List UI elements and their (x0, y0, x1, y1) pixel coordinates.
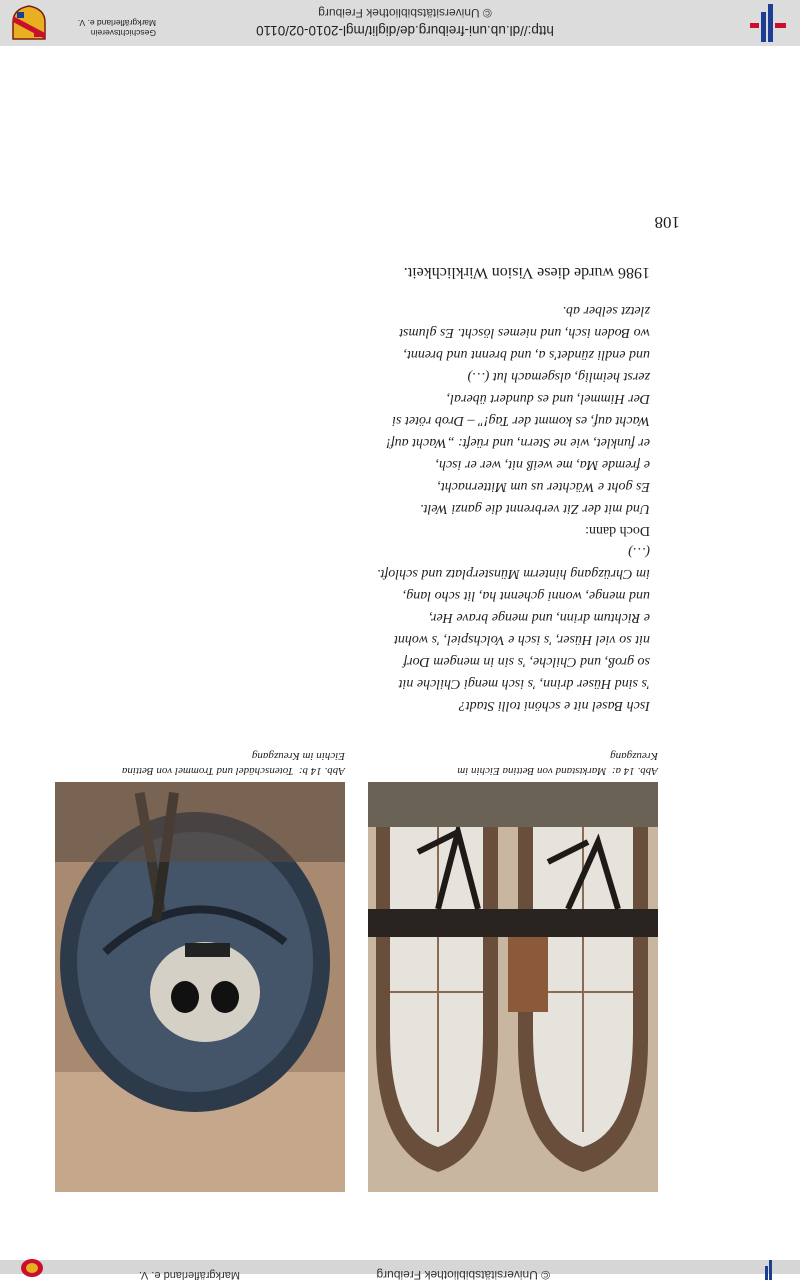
association-name: Geschichtsverein (90, 28, 156, 38)
scanned-page (0, 46, 800, 1260)
verse2-line-10: zletzt selber ab. (562, 303, 650, 318)
document-url-link[interactable]: http://dl.ub.uni-freiburg.de/diglit/mgl-2010-02/0110 (256, 23, 554, 38)
verse-line-2: 's sind Hüser drinn, 's isch mengi Chilche nit (398, 676, 650, 691)
verse-line-4: nit so viel Hüser, 's isch e Volchspiel, 's wohnt (393, 632, 650, 647)
verse2-line-8: und endli zündet's a, und brennt und brennt, (403, 347, 650, 362)
verse2-line-7: zerst heimlig, alsgemach lut (…) (467, 369, 650, 384)
doch-dann-line: Doch dann: (585, 523, 650, 538)
photo-cloister-market-stand (368, 782, 658, 1192)
viewer-header-bar (0, 0, 800, 46)
verse2-line-4: er funklet, wie ne Stern, und rüeft: „Wacht auf! (386, 435, 650, 450)
photo-skull-drum (55, 782, 345, 1192)
verse-line-3: so groß, und Chilche, 's sin in mengem Dorf (403, 654, 650, 669)
verse-line-7: im Chrüzgang hinterm Münsterplatz und schloft. (376, 566, 650, 581)
caption-b-label: Abb. 14 b: (298, 765, 345, 777)
closing-sentence: 1986 wurde diese Vision Wirklichkeit. (403, 264, 650, 281)
verse-line-6: und menge, wonni gchennt ha, lit scho lang, (402, 588, 650, 603)
copyright-text: © Universitätsbibliothek Freiburg (318, 6, 492, 20)
caption-b-text: Totenschädel und Trommel von Bettina (121, 765, 294, 777)
verse-line-1: Isch Basel nit e schöni tolli Stadt? (458, 698, 650, 713)
verse2-line-1: Und mit der Zit verbrennt die ganzi Welt. (420, 501, 650, 516)
verse-line-5: e Richtum drinn, und menge brave Her, (429, 610, 650, 625)
verse2-line-3: e fremde Ma, me weiß nit, wer er isch, (435, 457, 650, 472)
verse2-line-6: Der Himmel, und es dundert überal, (446, 391, 650, 406)
university-library-logo-icon[interactable] (748, 2, 790, 44)
caption-a-text: Marktstand von Bettina Eichin im (457, 765, 607, 777)
verse-line-8: (…) (628, 544, 650, 559)
coat-of-arms-icon (10, 4, 48, 42)
verse2-line-9: wo Boden isch, und niemes löscht. Es glumst (399, 325, 650, 340)
footer-logo-icon (20, 1262, 44, 1282)
footer-ub-logo-icon (760, 1260, 780, 1280)
footer-copyright-text: © Universitätsbibliothek Freiburg (376, 1268, 550, 1282)
footer-association-text: Markgräflerland e. V. (138, 1269, 240, 1281)
association-region: Markgräflerland e. V. (77, 18, 156, 28)
caption-b-text-2: Eichin im Kreuzgang (251, 750, 345, 762)
caption-a-label: Abb. 14 a: (611, 765, 658, 777)
viewer-footer-bar (0, 1260, 800, 1282)
caption-a-text-2: Kreuzgang (610, 750, 658, 762)
verse2-line-5: Wacht auf, es kommt der Tag!" – Drob rötet si (392, 413, 650, 428)
verse2-line-2: Es goht e Wächter us um Mitternacht, (437, 479, 650, 494)
page-number: 108 (654, 213, 680, 232)
